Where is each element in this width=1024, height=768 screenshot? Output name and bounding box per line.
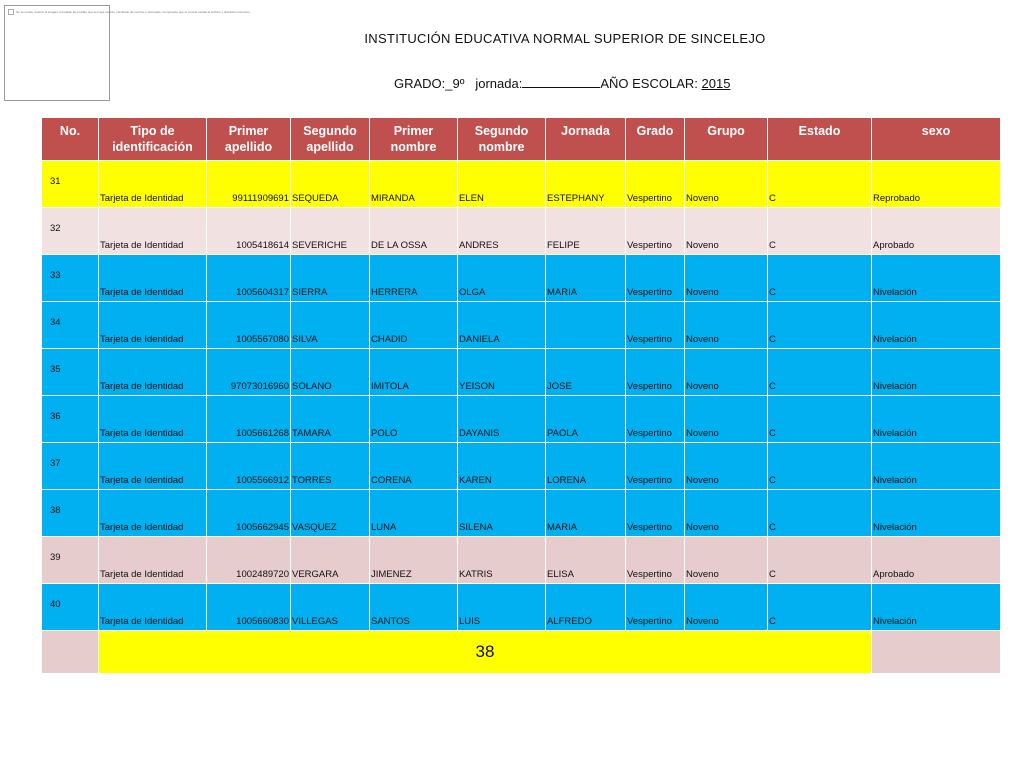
table-header-row (42, 118, 1001, 161)
cell-id: 99111909691 (207, 161, 291, 208)
cell-jornada: Vespertino (626, 396, 685, 443)
cell-jornada: Vespertino (626, 161, 685, 208)
grado-value: _9º (445, 76, 465, 91)
table-row (42, 349, 1001, 396)
page-title: INSTITUCIÓN EDUCATIVA NORMAL SUPERIOR DE SINCELEJO (364, 31, 766, 46)
cell-id: 1002489720 (207, 537, 291, 584)
cell-grado: Noveno (685, 349, 768, 396)
jornada-blank (522, 75, 600, 88)
cell-segundo-nombre: PAOLA (546, 396, 626, 443)
col-header-jornada: Jornada (546, 118, 626, 161)
cell-tipo: Tarjeta de Identidad (99, 302, 207, 349)
cell-primer-apellido: VERGARA (291, 537, 370, 584)
cell-jornada: Vespertino (626, 443, 685, 490)
jornada-label: jornada: (475, 76, 523, 91)
cell-grupo: C (768, 443, 872, 490)
cell-tipo: Tarjeta de Identidad (99, 161, 207, 208)
cell-primer-nombre: DAYANIS (458, 396, 546, 443)
cell-tipo: Tarjeta de Identidad (99, 208, 207, 255)
cell-jornada: Vespertino (626, 302, 685, 349)
cell-id: 1005418614 (207, 208, 291, 255)
cell-segundo-nombre: FELIPE (546, 208, 626, 255)
cell-tipo: Tarjeta de Identidad (99, 490, 207, 537)
cell-segundo-apellido: CHADID (370, 302, 458, 349)
cell-tipo: Tarjeta de Identidad (99, 537, 207, 584)
total-row (42, 631, 1001, 674)
col-header-no: No. (42, 118, 99, 161)
cell-grupo: C (768, 490, 872, 537)
cell-grupo: C (768, 537, 872, 584)
col-header-segundo-apellido: Segundo apellido (291, 118, 370, 161)
cell-segundo-apellido: DE LA OSSA (370, 208, 458, 255)
cell-estado: Nivelación (872, 396, 1001, 443)
cell-id: 1005567080 (207, 302, 291, 349)
cell-no: 35 (42, 349, 99, 396)
cell-primer-apellido: TAMARA (291, 396, 370, 443)
cell-segundo-apellido: POLO (370, 396, 458, 443)
cell-primer-apellido: SIERRA (291, 255, 370, 302)
cell-no: 34 (42, 302, 99, 349)
cell-tipo: Tarjeta de Identidad (99, 584, 207, 631)
table-row (42, 584, 1001, 631)
cell-segundo-nombre: MARIA (546, 490, 626, 537)
cell-grado: Noveno (685, 584, 768, 631)
cell-grupo: C (768, 584, 872, 631)
cell-no: 37 (42, 443, 99, 490)
cell-segundo-apellido: HERRERA (370, 255, 458, 302)
cell-primer-nombre: ELEN (458, 161, 546, 208)
cell-grado: Noveno (685, 302, 768, 349)
cell-no: 32 (42, 208, 99, 255)
col-header-grado: Grado (626, 118, 685, 161)
cell-primer-nombre: LUIS (458, 584, 546, 631)
anio-label: AÑO ESCOLAR: (600, 76, 698, 91)
col-header-segundo-nombre: Segundo nombre (458, 118, 546, 161)
cell-primer-apellido: SOLANO (291, 349, 370, 396)
cell-id: 1005660830 (207, 584, 291, 631)
cell-grado: Noveno (685, 208, 768, 255)
logo-placeholder (4, 5, 251, 101)
cell-jornada: Vespertino (626, 537, 685, 584)
cell-primer-nombre: ANDRES (458, 208, 546, 255)
cell-segundo-nombre: MARIA (546, 255, 626, 302)
cell-grupo: C (768, 349, 872, 396)
cell-jornada: Vespertino (626, 490, 685, 537)
table-row (42, 302, 1001, 349)
cell-no: 39 (42, 537, 99, 584)
cell-grupo: C (768, 208, 872, 255)
cell-grado: Noveno (685, 537, 768, 584)
grado-label: GRADO: (394, 76, 446, 91)
cell-no: 38 (42, 490, 99, 537)
total-spacer-left (42, 631, 99, 674)
cell-grupo: C (768, 161, 872, 208)
anio-value: 2015 (701, 76, 731, 91)
cell-primer-nombre: SILENA (458, 490, 546, 537)
broken-image-text: No se puede mostrar la imagen vinculada. Es posible que se haya movido, cambiado de nombre o eliminado. Compruebe que el vínculo señala al archivo y ubicación correctos. (16, 9, 251, 14)
cell-primer-apellido: SEVERICHE (291, 208, 370, 255)
cell-jornada: Vespertino (626, 349, 685, 396)
cell-estado: Nivelación (872, 443, 1001, 490)
cell-grupo: C (768, 255, 872, 302)
cell-id: 97073016960 (207, 349, 291, 396)
students-table (41, 117, 1001, 674)
broken-image-icon (8, 9, 14, 15)
cell-segundo-apellido: CORENA (370, 443, 458, 490)
cell-jornada: Vespertino (626, 255, 685, 302)
cell-grupo: C (768, 302, 872, 349)
cell-segundo-apellido: JIMENEZ (370, 537, 458, 584)
col-header-primer-apellido: Primer apellido (207, 118, 291, 161)
cell-estado: Nivelación (872, 349, 1001, 396)
cell-primer-apellido: TORRES (291, 443, 370, 490)
cell-segundo-apellido: LUNA (370, 490, 458, 537)
cell-primer-nombre: KAREN (458, 443, 546, 490)
table-row (42, 490, 1001, 537)
cell-primer-nombre: OLGA (458, 255, 546, 302)
cell-jornada: Vespertino (626, 208, 685, 255)
cell-estado: Nivelación (872, 302, 1001, 349)
cell-jornada: Vespertino (626, 584, 685, 631)
cell-grupo: C (768, 396, 872, 443)
cell-estado: Aprobado (872, 208, 1001, 255)
cell-segundo-apellido: IMITOLA (370, 349, 458, 396)
table-row (42, 537, 1001, 584)
col-header-primer-nombre: Primer nombre (370, 118, 458, 161)
cell-grado: Noveno (685, 443, 768, 490)
col-header-estado: Estado (768, 118, 872, 161)
total-spacer-right (872, 631, 1001, 674)
cell-segundo-nombre: ELISA (546, 537, 626, 584)
cell-estado: Nivelación (872, 490, 1001, 537)
cell-estado: Nivelación (872, 255, 1001, 302)
cell-grado: Noveno (685, 161, 768, 208)
cell-segundo-apellido: SANTOS (370, 584, 458, 631)
col-header-grupo: Grupo (685, 118, 768, 161)
cell-estado: Aprobado (872, 537, 1001, 584)
page-subtitle (394, 75, 730, 91)
broken-image-caption (8, 9, 250, 15)
cell-primer-nombre: YEISON (458, 349, 546, 396)
cell-tipo: Tarjeta de Identidad (99, 255, 207, 302)
cell-no: 33 (42, 255, 99, 302)
cell-grado: Noveno (685, 396, 768, 443)
cell-primer-apellido: SEQUEDA (291, 161, 370, 208)
cell-tipo: Tarjeta de Identidad (99, 396, 207, 443)
table-row (42, 208, 1001, 255)
cell-segundo-nombre: ESTEPHANY (546, 161, 626, 208)
cell-id: 1005604317 (207, 255, 291, 302)
cell-primer-nombre: KATRIS (458, 537, 546, 584)
table-row (42, 396, 1001, 443)
cell-segundo-nombre: ALFREDO (546, 584, 626, 631)
cell-segundo-nombre: LORENA (546, 443, 626, 490)
cell-grado: Noveno (685, 255, 768, 302)
cell-segundo-apellido: MIRANDA (370, 161, 458, 208)
table-row (42, 255, 1001, 302)
cell-no: 40 (42, 584, 99, 631)
table-row (42, 161, 1001, 208)
col-header-tipo: Tipo de identificación (99, 118, 207, 161)
table-row (42, 443, 1001, 490)
cell-estado: Reprobado (872, 161, 1001, 208)
cell-tipo: Tarjeta de Identidad (99, 349, 207, 396)
cell-no: 31 (42, 161, 99, 208)
cell-id: 1005661268 (207, 396, 291, 443)
cell-tipo: Tarjeta de Identidad (99, 443, 207, 490)
col-header-sexo: sexo (872, 118, 1001, 161)
cell-segundo-nombre: JOSE (546, 349, 626, 396)
cell-no: 36 (42, 396, 99, 443)
cell-primer-apellido: VASQUEZ (291, 490, 370, 537)
total-count: 38 (99, 631, 872, 674)
cell-primer-apellido: VILLEGAS (291, 584, 370, 631)
cell-segundo-nombre (546, 302, 626, 349)
cell-primer-nombre: DANIELA (458, 302, 546, 349)
cell-id: 1005662945 (207, 490, 291, 537)
cell-primer-apellido: SILVA (291, 302, 370, 349)
cell-id: 1005566912 (207, 443, 291, 490)
cell-grado: Noveno (685, 490, 768, 537)
cell-estado: Nivelación (872, 584, 1001, 631)
